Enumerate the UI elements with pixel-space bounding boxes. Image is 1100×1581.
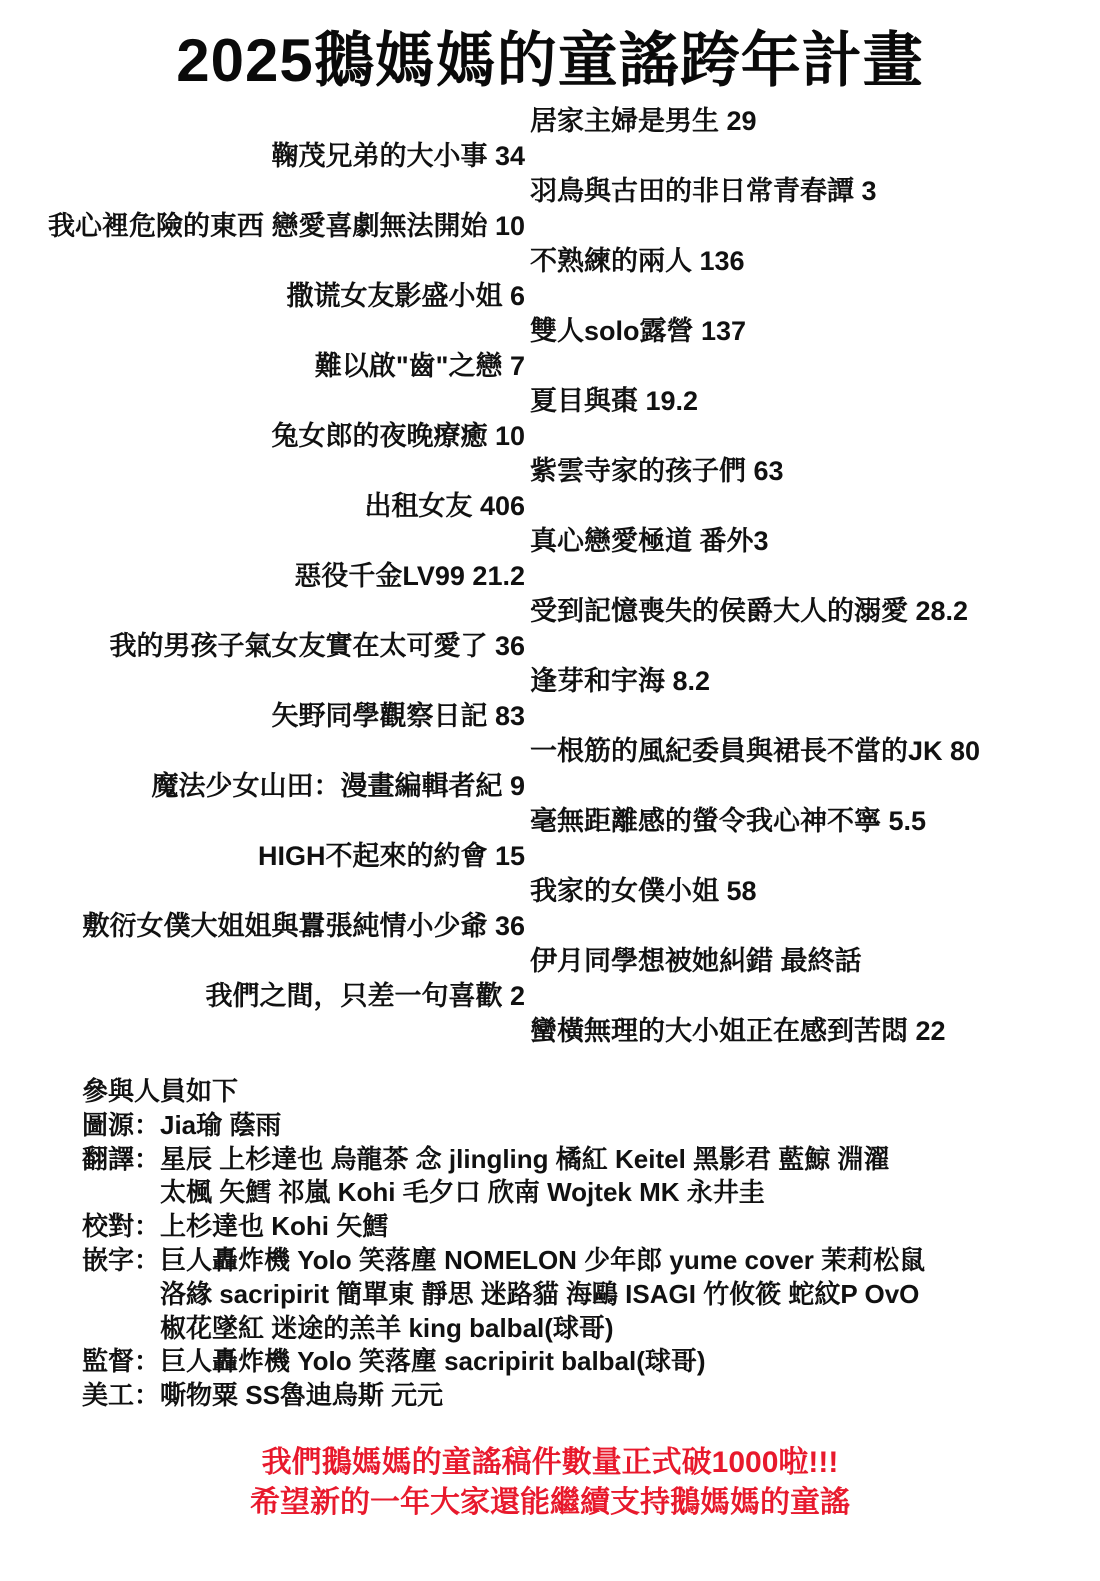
series-entry: 我家的女僕小姐 58	[530, 876, 757, 906]
series-entry: 受到記憶喪失的侯爵大人的溺愛 28.2	[530, 596, 969, 626]
series-entry: 矢野同學觀察日記 83	[271, 701, 525, 731]
page-title: 2025鵝媽媽的童謠跨年計畫	[176, 27, 924, 94]
series-entry: 鞠茂兄弟的大小事 34	[271, 141, 525, 171]
credit-line: 洛緣 sacripirit 簡單東 靜思 迷路貓 海鷗 ISAGI 竹攸筱 蛇紋P OvO	[160, 1278, 920, 1309]
series-entry: 不熟練的兩人 136	[530, 246, 745, 276]
series-entry: 撒谎女友影盛小姐 6	[286, 281, 525, 311]
series-entry: HIGH不起來的約會 15	[257, 841, 525, 871]
series-entry: 羽鳥與古田的非日常青春譚 3	[530, 176, 877, 206]
series-entry: 我心裡危險的東西 戀愛喜劇無法開始 10	[47, 211, 525, 241]
footer-message	[0, 1443, 1100, 1524]
credit-line: 監督：巨人轟炸機 Yolo 笑落塵 sacripirit balbal(球哥)	[82, 1346, 706, 1377]
series-entry: 惡役千金LV99 21.2	[294, 561, 525, 591]
series-entry: 蠻橫無理的大小姐正在感到苦悶 22	[530, 1016, 946, 1046]
credit-line: 嵌字：巨人轟炸機 Yolo 笑落塵 NOMELON 少年郎 yume cover 茉莉松鼠	[82, 1244, 926, 1275]
footer-line-2: 希望新的一年大家還能繼續支持鵝媽媽的童謠	[250, 1486, 850, 1520]
credit-line: 翻譯：星辰 上杉達也 烏龍茶 念 jlingling 橘紅 Keitel 黑影君 藍鯨 淵濯	[82, 1143, 890, 1174]
series-entry: 真心戀愛極道 番外3	[530, 526, 769, 556]
series-entry: 魔法少女山田：漫畫編輯者紀 9	[151, 771, 525, 801]
series-entry: 出租女友 406	[364, 491, 525, 521]
series-entry: 伊月同學想被她糾錯 最終話	[530, 946, 862, 976]
series-entry: 我們之間，只差一句喜歡 2	[205, 981, 525, 1011]
series-entry: 居家主婦是男生 29	[530, 106, 757, 136]
credits-heading: 參與人員如下	[82, 1076, 239, 1106]
series-entry: 敷衍女僕大姐姐與囂張純情小少爺 36	[82, 911, 525, 941]
credit-line: 圖源：Jia瑜 蔭雨	[82, 1109, 282, 1140]
series-entry: 難以啟"齒"之戀 7	[314, 351, 525, 381]
credits-lines	[82, 1109, 1100, 1413]
credit-line: 校對：上杉達也 Kohi 矢鱈	[82, 1211, 389, 1242]
credit-line: 太楓 矢鱈 祁嵐 Kohi 毛夕口 欣南 Wojtek MK 永井圭	[160, 1177, 765, 1208]
series-entry: 雙人solo露營 137	[530, 316, 747, 346]
footer-line-1: 我們鵝媽媽的童謠稿件數量正式破1000啦!!!	[261, 1445, 839, 1479]
series-entry: 我的男孩子氣女友實在太可愛了 36	[109, 631, 525, 661]
series-entry: 逢芽和宇海 8.2	[530, 666, 711, 696]
credit-line: 椒花墜紅 迷途的羔羊 king balbal(球哥)	[160, 1312, 614, 1343]
credit-line: 美工：嘶物粟 SS魯迪烏斯 元元	[82, 1380, 444, 1411]
poster-page	[0, 28, 1100, 1581]
credits-block	[0, 1075, 1100, 1413]
series-entry: 紫雲寺家的孩子們 63	[530, 456, 784, 486]
series-entry: 夏目與棗 19.2	[530, 386, 699, 416]
series-entry: 一根筋的風紀委員與裙長不當的JK 80	[530, 736, 981, 766]
series-list	[0, 104, 1100, 1049]
series-entry: 兔女郎的夜晚療癒 10	[271, 421, 525, 451]
series-entry: 毫無距離感的螢令我心神不寧 5.5	[530, 806, 927, 836]
